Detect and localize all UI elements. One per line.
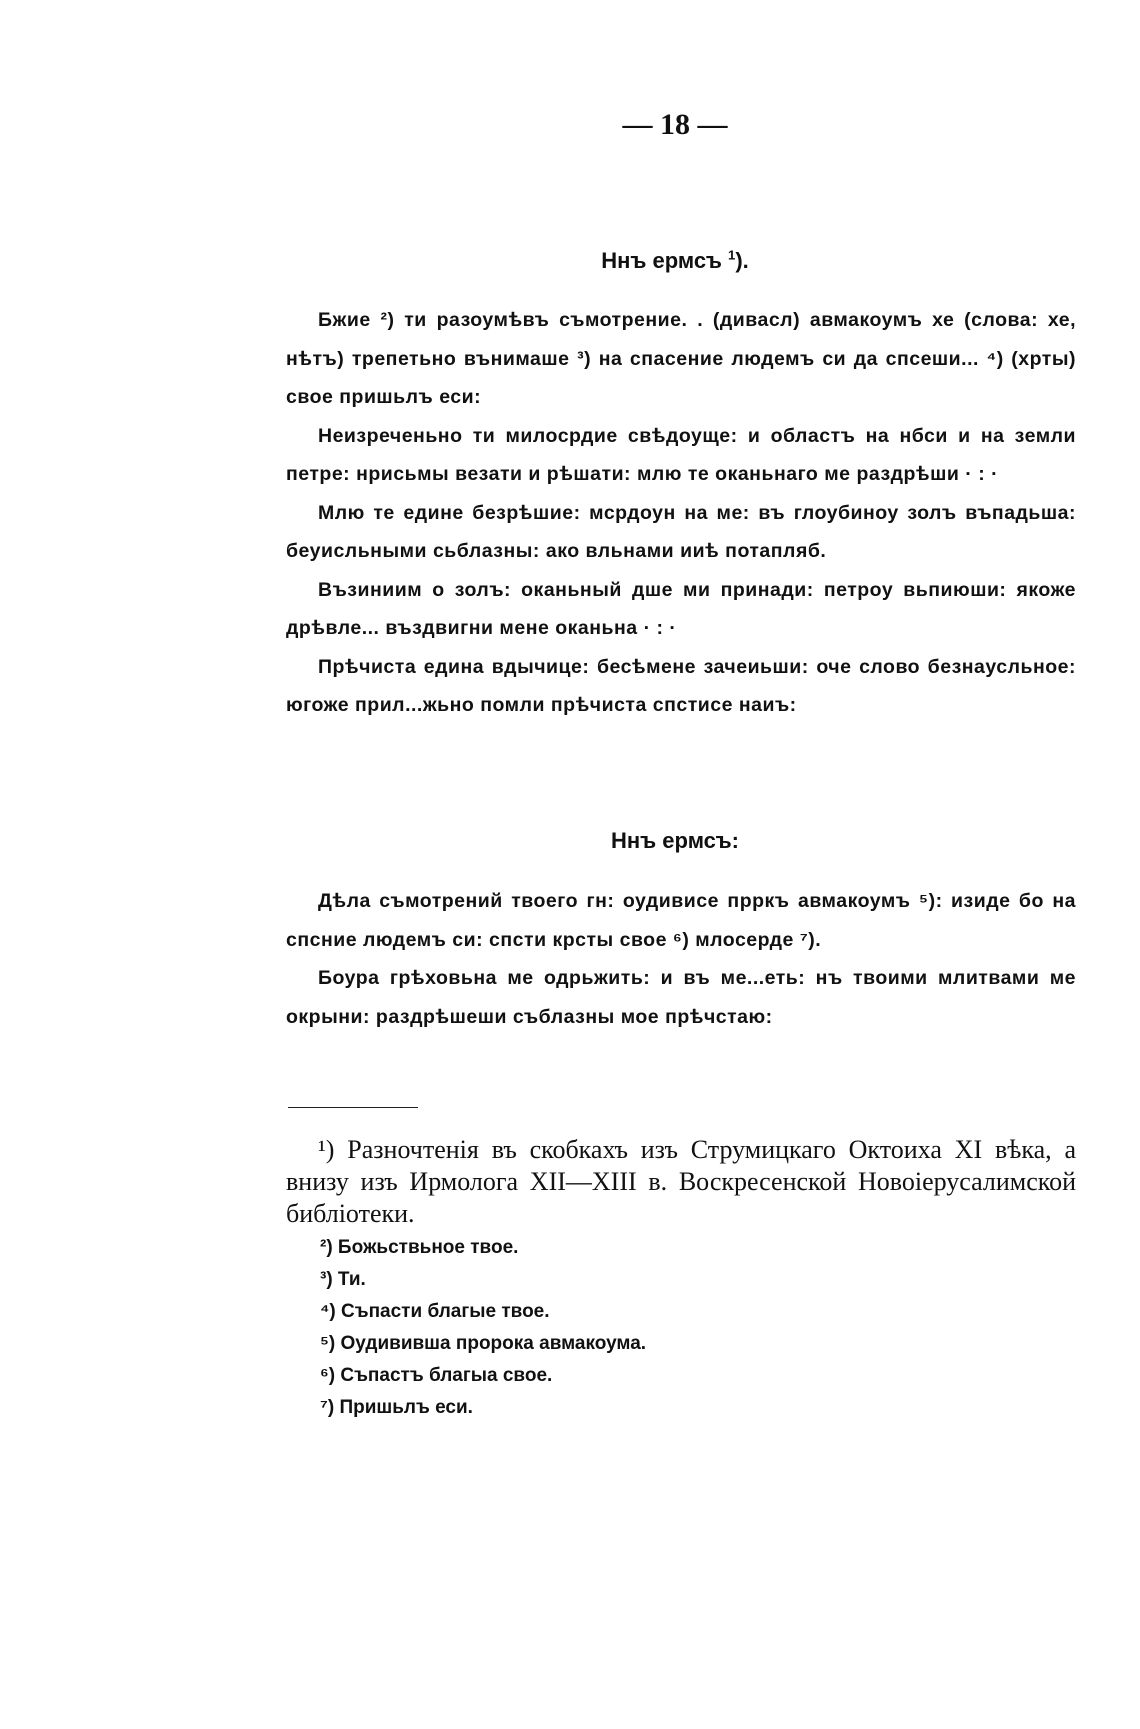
section-2-paragraph: Дѣла съмотрений твоего гн: оудивисе прркъ авмакоумъ ⁵): изиде бо на спсние людемъ си: спсти крсты свое ⁶) млосерде ⁷).	[286, 890, 1076, 951]
section-1-paragraph: Млю те едине безрѣшие: мсрдоун на ме: въ глоубиноу золъ въпадьша: беуисльными сьблазны: ако вльнами ииѣ потапляб.	[286, 501, 1076, 562]
heading-1-note: 1	[728, 247, 736, 263]
footnote-item: ⁵) Оудививша пророка авмакоума.	[320, 1333, 647, 1354]
section-1-paragraph: Бжие ²) ти разоумѣвъ съмотрение. . (дивасл) авмакоумъ хе (слова: хе, нѣтъ) трепетьно вънимаше ³) на спасение людемъ си да спсеши... ⁴) (хрты) свое пришьлъ еси:	[286, 309, 1076, 408]
footnote-item: ⁶) Съпастъ благыа свое.	[320, 1365, 553, 1386]
footnote-item: ³) Ти.	[320, 1269, 366, 1290]
footnote-main: ¹) Разночтенія въ скобкахъ изъ Струмицкаго Октоиха XI вѣка, а внизу изъ Ирмолога XII—XIII в. Воскресенской Новоіерусалимской библіотеки.	[286, 1135, 1076, 1228]
section-1-paragraph: Неизреченьно ти милосрдие свѣдоуще: и областъ на нбси и на земли петре: нрисьмы везати и рѣшати: млю те оканьнаго ме раздрѣши · : ·	[286, 424, 1076, 485]
section-heading-2: Ннъ ермсъ:	[610, 828, 739, 853]
footnotes	[286, 1134, 1076, 1424]
section-1-paragraph: Прѣчиста едина вдычице: бесѣмене зачеиьши: оче слово безнаусльное: югоже прил...жьно помли прѣчиста спстисе наиъ:	[286, 655, 1076, 716]
page-number: — 18 —	[622, 108, 728, 141]
footnote-divider	[288, 1107, 418, 1108]
footnote-item: ⁷) Пришьлъ еси.	[320, 1397, 473, 1418]
section-2-paragraph: Боура грѣховьна ме одрьжить: и въ ме...еть: нъ твоими млитвами ме окрыни: раздрѣшеши съблазны мое прѣчстаю:	[286, 967, 1076, 1028]
section-1-paragraph: Възиниим о золъ: оканьный дше ми принади: петроу вьпиюши: якоже дрѣвле... въздвигни мене оканьна · : ·	[286, 578, 1076, 639]
section-2-text	[286, 882, 1076, 1036]
footnote-item: ²) Божьствьное твое.	[320, 1237, 519, 1258]
heading-1-text: Ннъ ермсъ	[601, 248, 728, 273]
section-heading-1	[0, 248, 1140, 274]
heading-1-end: ).	[735, 248, 749, 273]
section-1-text	[286, 301, 1076, 725]
footnote-item: ⁴) Съпасти благые твое.	[320, 1301, 550, 1322]
